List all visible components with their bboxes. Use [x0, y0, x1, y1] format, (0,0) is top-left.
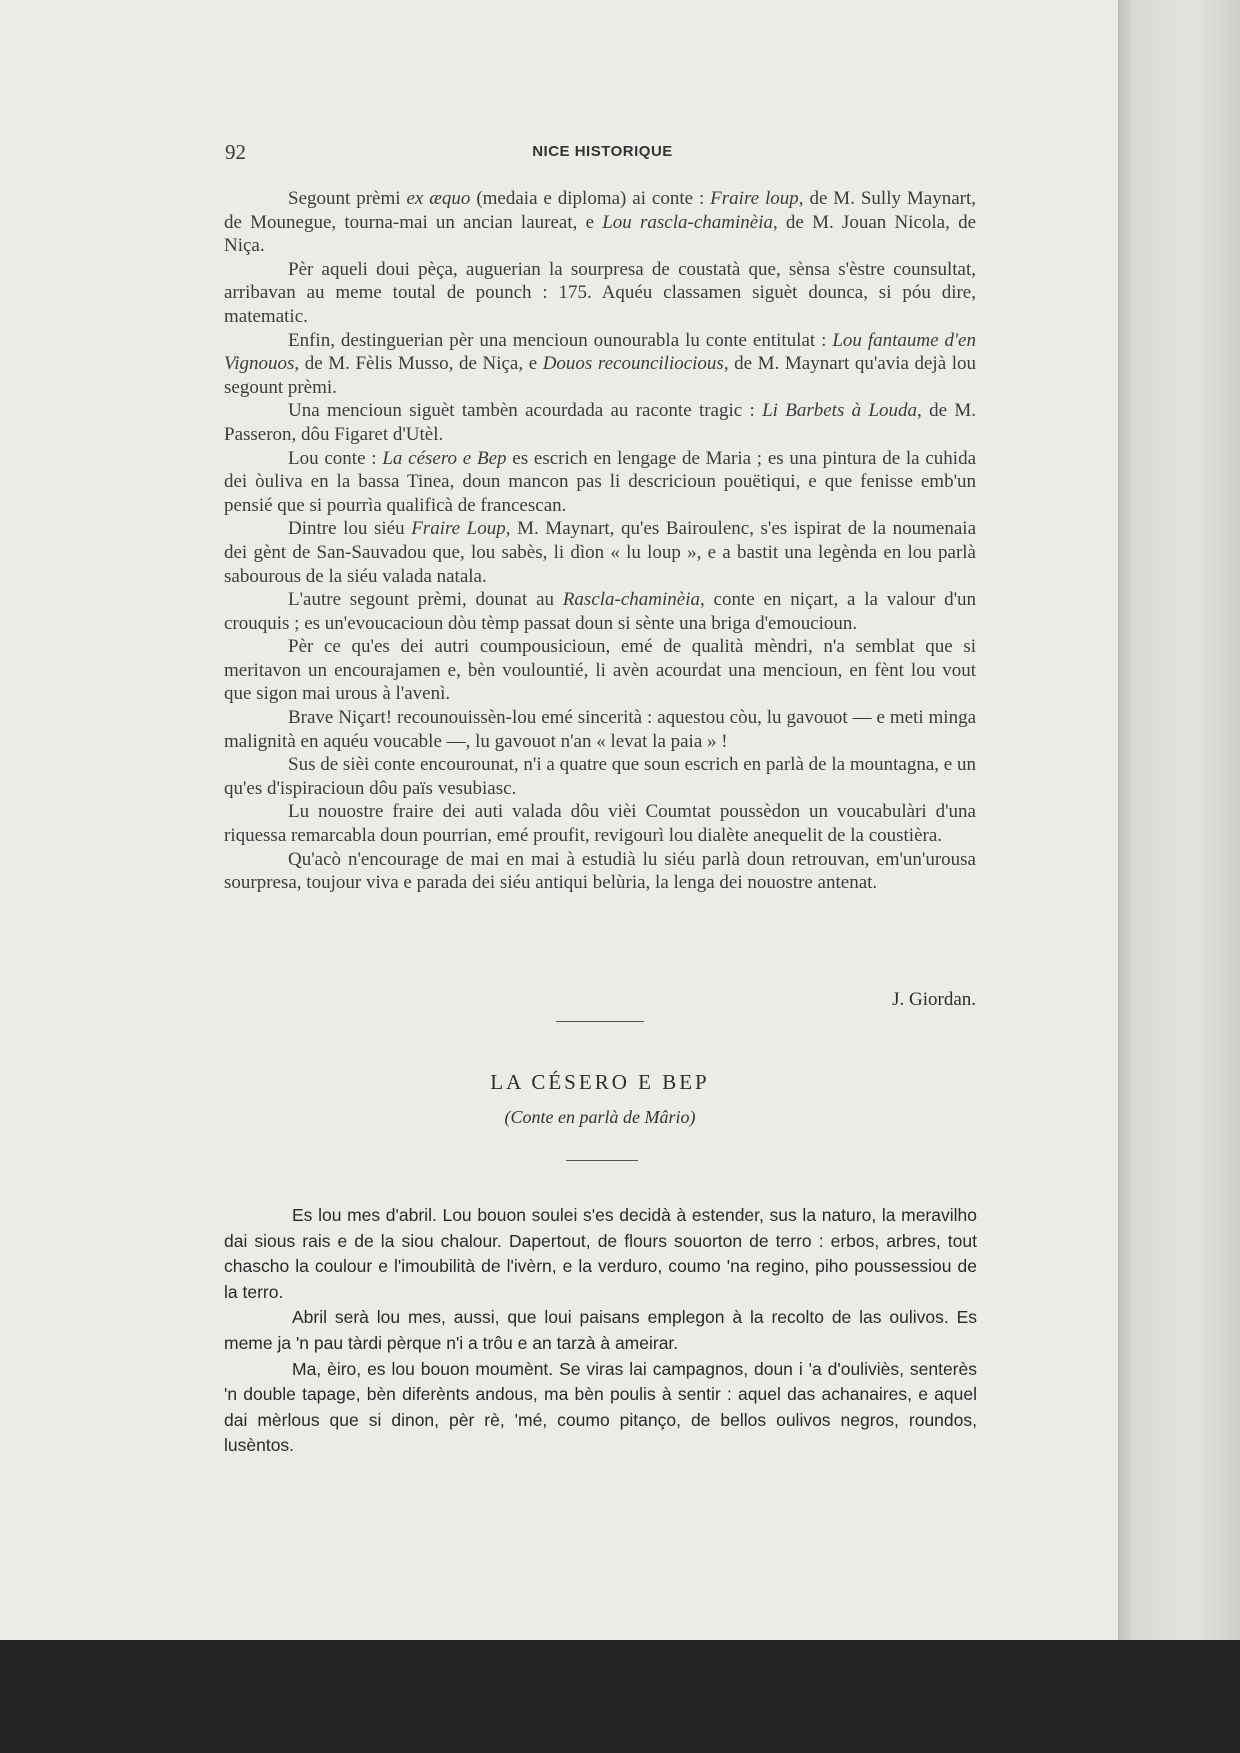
italic-title: Fraire loup	[710, 188, 799, 209]
text-run: , conte en niçart, a la valour d'un crouquis ; es un'evoucacioun dòu tèmp passat doun si sènte una briga d'emoucioun.	[224, 589, 977, 634]
article-paragraph	[224, 517, 976, 588]
page-number: 92	[225, 140, 246, 164]
story-paragraph: Es lou mes d'abril. Lou bouon soulei s'es decidà à estender, sus la naturo, la meravilho dai sious rais e de la siou chalour. Dapertout, de flours souorton de terro : erbos, arbres, tout chascho la coulour e l'imoubilità de l'ivèrn, e la verduro, coumo 'na regino, piho poussessiou de la terro.	[224, 1205, 977, 1302]
article-paragraph	[224, 706, 976, 753]
text-run: Lou conte :	[288, 447, 383, 469]
article-paragraph	[224, 258, 976, 329]
text-run: Dintre lou siéu	[288, 518, 412, 540]
article-paragraph	[224, 329, 976, 400]
italic-title: Li Barbets à Louda	[762, 400, 918, 422]
text-run: L'autre segount prèmi, dounat au	[288, 589, 563, 611]
story-paragraph: Ma, èiro, es lou bouon moumènt. Se viras lai campagnos, doun i 'a d'ouliviès, senterès 'n double tapage, bèn diferènts andous, ma bèn poulis à sentir : aquel das achanaires, e aquel dai mèrlous que si dinon, pèr rè, 'mé, coumo pitanço, de bellos oulivos negros, roundos, lusèntos.	[224, 1358, 977, 1456]
italic-title: Lou fantaume d'en Vignouos	[224, 329, 976, 375]
text-run: , de M. Jouan Nicola, de Niça.	[224, 211, 976, 257]
text-run: , de M. Sully Maynart, de Mounegue, tourna-mai un ancian laureat, e	[224, 188, 977, 233]
text-run: Enfin, destinguerian pèr una mencioun ounourabla lu conte entitulat :	[288, 329, 833, 351]
article-paragraph	[224, 588, 976, 635]
text-run: Qu'acò n'encourage de mai en mai à estudià lu siéu parlà doun retrouvan, em'un'urousa sourpresa, toujour viva e parada dei siéu antiqui belùria, la lenga dei nouostre antenat.	[224, 848, 976, 894]
article-paragraph	[224, 635, 976, 706]
article-paragraph	[224, 399, 976, 446]
text-run: Sus de sièi conte encourounat, n'i a quatre que soun escrich en parlà de la mountagna, e un qu'es d'ispiracioun dôu païs vesubiasc.	[224, 754, 976, 799]
story-text	[224, 1203, 977, 1459]
text-run: Brave Niçart! recounouissèn-lou emé sincerità : aquestou còu, lu gavouot — e meti minga malignità en aquéu voucable —, lu gavouot n'an « levat la paia » !	[224, 707, 976, 752]
author-signature: J. Giordan.	[892, 989, 976, 1010]
title-underline	[566, 1160, 638, 1161]
text-run: Lu nouostre fraire dei auti valada dôu vièi Coumtat poussèdon un voucabulàri d'una riquessa remarcabla doun pourrian, emé proufit, revigourì lou dialète anequelit de la coustièra.	[224, 801, 976, 847]
article-paragraph	[224, 447, 976, 518]
article-paragraph	[224, 753, 976, 800]
text-run: Una mencioun siguèt tambèn acourdada au raconte tragic :	[288, 400, 763, 422]
italic-title: ex æquo	[406, 188, 471, 209]
story-title: LA CÉSERO E BEP	[490, 1070, 710, 1094]
page-edge	[1118, 0, 1240, 1640]
text-run: , de M. Fèlis Musso, de Niça, e	[294, 353, 543, 375]
italic-title: Lou rascla-chaminèia	[602, 211, 773, 233]
text-run: es escrich en lengage de Maria ; es una pintura de la cuhida dei òuliva en la bassa Tinea, doun mancon pas li descricioun pouëtiqui, e que fenisse emb'un pensié que si pourrìa qualificà de francescan.	[224, 447, 977, 516]
running-head: NICE HISTORIQUE	[532, 143, 673, 160]
text-run: Pèr ce qu'es dei autri coumpousicioun, emé de qualità mèndri, n'a semblat que si meritavon un encourajamen e, bèn voulountié, li avèn acourdat una mencioun, en fènt lou vout que sigon mai urous à l'avenì.	[224, 636, 976, 705]
italic-title: Fraire Loup	[411, 518, 506, 540]
article-paragraph	[224, 848, 976, 895]
text-run: , M. Maynart, qu'es Bairoulenc, s'es ispirat de la noumenaia dei gènt de San-Sauvadou que, lou sabès, li dìon « lu loup », e a bastit una legènda en lou parlà sabourous de la siéu valada natala.	[224, 518, 977, 587]
italic-title: Douos recounciliocious	[542, 353, 724, 375]
story-subtitle: (Conte en parlà de Mârio)	[504, 1107, 696, 1127]
text-run: Pèr aqueli doui pèça, auguerian la sourpresa de coustatà que, sènsa s'èstre counsultat, arribavan au meme toutal de pounch : 175. Aquéu classamen siguèt dounca, si póu dire, matematic.	[224, 258, 976, 327]
italic-title: Rascla-chaminèia	[562, 589, 700, 611]
text-run: Segount prèmi	[288, 188, 407, 209]
jury-report-text	[224, 187, 976, 895]
text-run: , de M. Passeron, dôu Figaret d'Utèl.	[224, 400, 976, 445]
italic-title: La césero e Bep	[382, 447, 507, 469]
section-divider	[556, 1021, 644, 1022]
text-run: , de M. Maynart qu'avia dejà lou segount prèmi.	[224, 353, 977, 398]
page-header	[225, 140, 980, 166]
story-paragraph: Abril serà lou mes, aussi, que loui paisans emplegon à la recolto de las oulivos. Es meme ja 'n pau tàrdi pèrque n'i a trôu e an tarzà à ameirar.	[224, 1307, 977, 1353]
article-paragraph	[224, 800, 976, 847]
scanner-background	[0, 1640, 1240, 1753]
article-paragraph	[224, 187, 976, 258]
text-run: (medaia e diploma) ai conte :	[470, 188, 711, 209]
